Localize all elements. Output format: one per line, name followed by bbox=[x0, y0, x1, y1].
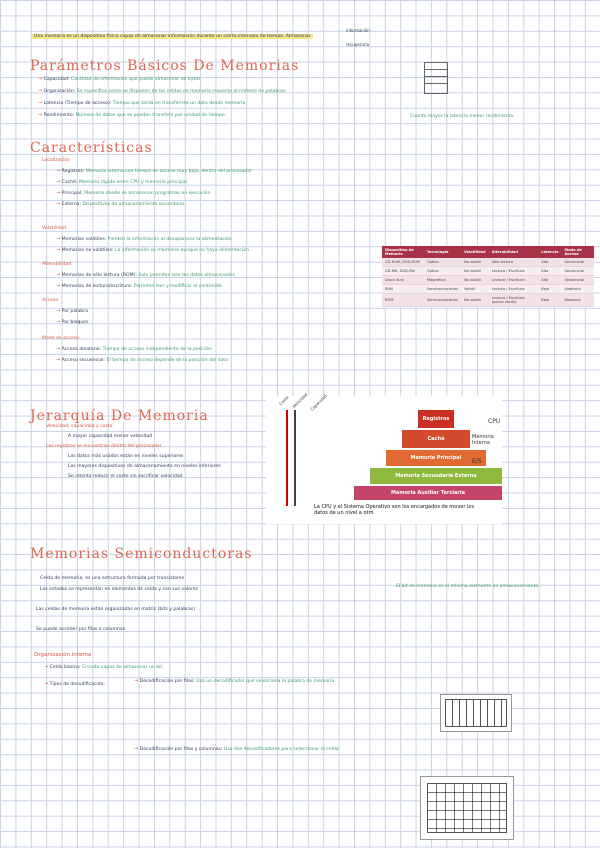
label-es: E/S bbox=[472, 458, 482, 465]
param-label: Latencia (Tiempo de acceso): bbox=[43, 101, 112, 106]
label-cpu: CPU bbox=[488, 418, 501, 425]
layer-memoria-principal: Memoria Principal bbox=[386, 450, 486, 466]
table-row: RAM Semiconductores Volátil Lectura / Escritura Baja Aleatorio bbox=[382, 285, 594, 294]
parametros-list: → Capacidad: Cantidad de información que puede almacenar en bytes → Organización: Se especifica como se disponen de las celdas de memoria respecto al número de palabras → Latencia (Tiempo de acceso): Tiempo que tarda en transferirse un dato desde memoria → Rendimiento: Número de datos que se pueden transferir por unidad de tiempo bbox=[38, 76, 286, 118]
section-title-caracteristicas: Características bbox=[30, 140, 153, 156]
organizacion-items: → Celda básica: Circuito capaz de almacenar un bit → Tipos de decodificación: bbox=[44, 664, 163, 687]
axis-arrow-up bbox=[286, 410, 288, 506]
parametros-side-note: Cuanto mayor la latencia menor rendimiento bbox=[410, 114, 514, 119]
intro-text: Una memoria es un dispositivo físico capaz de almacenar información durante un cierto intervalo de tiempo. Almacenar bbox=[34, 34, 311, 39]
section-title-jerarquia: Jerarquía De Memoria bbox=[30, 408, 209, 424]
table-row: ROM Semiconductores No volátil Lectura / Escritura (pocas veces) Baja Aleatorio bbox=[382, 294, 594, 307]
group-localizacion: Localización → Registros: Memoria interna con tiempo de acceso muy bajo, dentro del procesador → Caché: Memoria rápida entre CPU y memoria principal → Principal: Memoria donde se almacenan programas en ejecución → Externa: Dispositivos de almacenamiento secundario bbox=[42, 158, 253, 207]
memory-cell-sketch bbox=[424, 62, 448, 94]
group-alterabilidad: Alterabilidad → Memorias de sólo lectura (ROM): Solo permiten leer los datos almacenados → Memorias de lectura/escritura: Permiten leer y modificar el contenido bbox=[42, 262, 235, 289]
organizacion-interna-title: Organización interna bbox=[34, 652, 92, 658]
layer-memoria-secundaria: Memoria Secundaria Externa bbox=[370, 468, 502, 484]
memory-hierarchy-diagram: Coste Velocidad Capacidad Registros Caché Memoria Principal Memoria Secundaria Externa Memoria Auxiliar Terciaria CPU Memoria Interna E/S La CPU y el Sistema Operativo son los encargados de mover los datos de un nivel a otro bbox=[266, 396, 502, 524]
decoder-diagram-filas-columnas bbox=[420, 776, 514, 840]
semiconductoras-right-note: El bit de memoria es el mínimo elemento de almacenamiento bbox=[396, 584, 539, 589]
layer-cache: Caché bbox=[402, 430, 470, 448]
semiconductoras-notes: Celda de memoria, es una estructura formada por transistores Los estados se representan en elementos de celda y con sus valores Las celdas de memoria están organizadas en matriz (bits y palabras) Se puede acceder por filas o columnas bbox=[36, 576, 198, 632]
decoder-diagram-filas bbox=[440, 694, 512, 732]
table-row: CD-RW, DVD-RW Óptica No volátil Lectura / Escritura Alta Secuencial bbox=[382, 267, 594, 276]
group-acceso: Acceso → Por palabra → Por bloques bbox=[42, 298, 89, 325]
intro-line bbox=[32, 34, 313, 40]
intro-side-bottom: recuperarla bbox=[346, 42, 370, 47]
table-row: CD-ROM, DVD-ROM Óptica No volátil Sólo lectura Alta Secuencial bbox=[382, 258, 594, 267]
table-row: Disco duro Magnética No volátil Lectura / Escritura Alta Secuencial bbox=[382, 276, 594, 285]
param-label: Organización: bbox=[43, 89, 76, 94]
axis-arrow-down bbox=[294, 410, 296, 506]
section-title-semiconductoras: Memorias Semiconductoras bbox=[30, 546, 253, 562]
layer-memoria-auxiliar: Memoria Auxiliar Terciaria bbox=[354, 486, 502, 500]
jerarquia-notes: Velocidad, capacidad y coste A mayor capacidad menor velocidad Los registros se encuentran dentro del procesador Los datos más usados están en niveles superiores Los mayores dispositivos de almacenamiento en niveles inferiores Se intenta reducir el coste sin sacrificar velocidad bbox=[46, 424, 221, 479]
group-modo-acceso: Modo de acceso → Acceso aleatorio: Tiempo de acceso independiente de la posición → Acceso secuencial: El tiempo de acceso depende de la posición del dato bbox=[42, 336, 228, 363]
decod-filas-columnas: → Decodificación por filas y columnas: Usa dos decodificadores para seleccionar la celda bbox=[134, 746, 339, 752]
pyramid-caption: La CPU y el Sistema Operativo son los encargados de mover los datos de un nivel a otro bbox=[314, 504, 475, 516]
label-memoria-interna: Memoria Interna bbox=[472, 434, 494, 446]
param-label: Rendimiento: bbox=[43, 113, 75, 118]
memory-devices-table: Dispositivo de Memoria Tecnología Volatilidad Alterabilidad Latencia Modo de Acceso CD-ROM, DVD-ROM Óptica No volátil Sólo lectura Alta Secuencial CD-RW, DVD-RW Óptica No volátil Lectura / Escritura Alta Secuencial Disco duro Magnética No volátil Lectura / Escritura Alta Secuencial RAM Semiconductores Volátil Lectura / Escritura Baja Aleatorio ROM Semiconductores No volátil Lectura / Escritura (pocas veces) Baja Aleatorio bbox=[382, 246, 594, 307]
param-label: Capacidad: bbox=[43, 77, 70, 82]
section-title-parametros: Parámetros Básicos De Memorias bbox=[30, 58, 300, 74]
group-volatilidad: Volatilidad → Memorias volátiles: Pierden la información al desaparecer la alimentación → Memorias no volátiles: La información se mantiene aunque no haya alimentación bbox=[42, 226, 249, 253]
layer-registros: Registros bbox=[418, 410, 454, 428]
intro-side-top: información bbox=[346, 28, 370, 33]
decod-filas: → Decodificación por filas: Usa un decodificador que selecciona la palabra de memoria bbox=[134, 678, 335, 684]
